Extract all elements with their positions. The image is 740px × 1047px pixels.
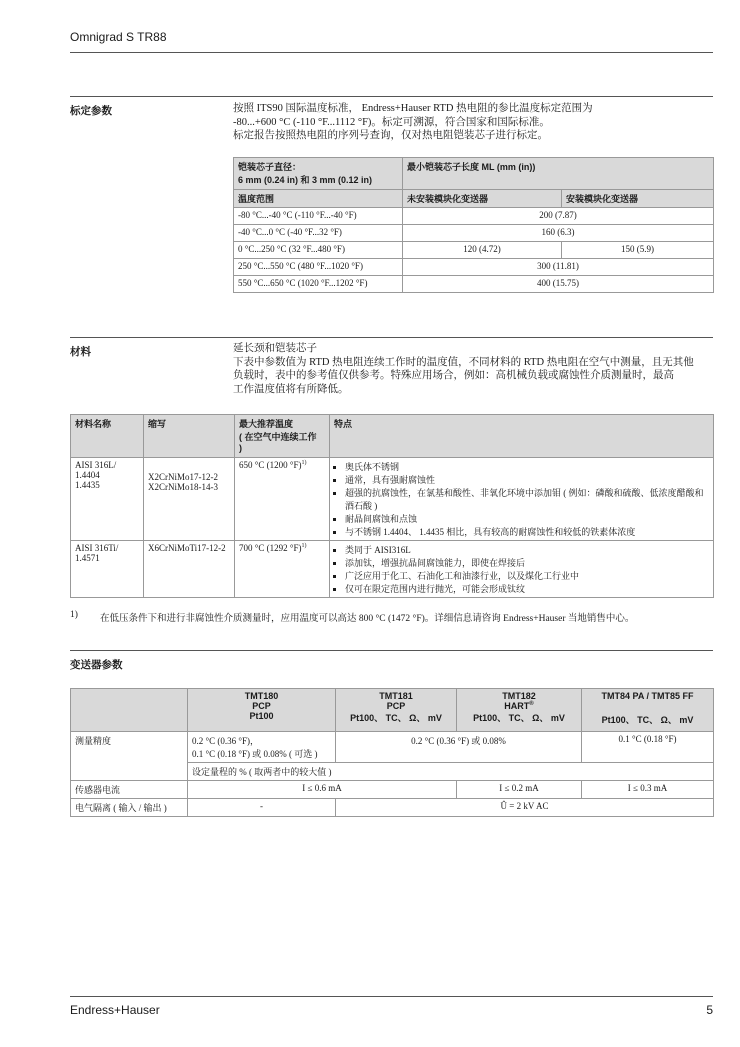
table-cell: -40 °C...0 °C (-40 °F...32 °F) [234,225,403,242]
table-cell: 160 (6.3) [403,225,714,242]
table-cell: - [188,799,336,817]
table-cell [188,732,336,763]
table-cell [330,541,714,598]
table-cell [235,541,330,598]
list-item: ▪ 类同于 AISI316L [345,543,709,556]
table-row [234,276,714,293]
text-line: 工作温度值将有所降低。 [233,383,349,395]
header-text: TMT180 [244,691,279,701]
table-header [71,689,188,732]
table-cell: 测量精度 [71,732,188,781]
table-header: 温度范围 [234,190,403,208]
table-cell [71,458,144,541]
table-header [582,689,714,732]
table-header: 材料名称 [71,415,144,458]
header-rule [70,52,713,53]
table-header [234,158,403,190]
text-line: 标定报告按照热电阻的序列号查询，仅对热电阻铠装芯子进行标定。 [233,130,548,141]
registered-mark: ® [529,701,534,707]
header-text: ) [239,443,242,453]
table-row [234,242,714,259]
footnote-number: 1) [70,610,78,620]
text-line: 负载时，表中的参考值仅供参考。特殊应用场合，例如：高机械负载或腐蚀性介质测量时，最高 [233,370,674,381]
table-cell: 150 (5.9) [562,242,714,259]
list-item: ▪ 超强的抗腐蚀性，在氯基和酸性、非氧化环境中添加钼 ( 例如：磷酸和硫酸、低浓度醋酸和酒石酸 ) [345,486,709,512]
section-title-calibration: 标定参数 [70,105,112,117]
table-cell: 120 (4.72) [403,242,562,259]
cell-line: 0.1 °C (0.18 °F) 或 0.08% ( 可选 ) [192,749,318,759]
header-text: Pt100、 TC、 Ω、 mV [601,715,694,725]
header-text: 6 mm (0.24 in) 和 3 mm (0.12 in) [238,175,373,185]
table-cell: 400 (15.75) [403,276,714,293]
transmitter-table [70,688,714,817]
cell-line: X2CrNiMo17-12-2 [148,472,218,482]
header-text: 最大推荐温度 [239,419,294,429]
page-number: 5 [706,1003,713,1017]
header-text [461,701,577,711]
table-cell: Û = 2 kV AC [336,799,714,817]
text-line: -80...+600 °C (-110 °F...1112 °F)。标定可溯源，符合国家和国际标准。 [233,116,550,128]
cell-line: 1.4404 [75,470,100,480]
table-cell: 550 °C...650 °C (1020 °F...1202 °F) [234,276,403,293]
table-cell [330,458,714,541]
table-cell [144,541,235,598]
list-item: ▪ 添加钛，增强抗晶间腐蚀能力，即使在焊接后 [345,556,709,569]
list-item: ▪ 与不锈钢 1.4404、 1.4435 相比，具有较高的耐腐蚀性和较低的铁素体浓度 [345,525,709,538]
table-row [71,458,714,541]
cell-line: 0.2 °C (0.36 °F)， [192,736,259,746]
table-cell: -80 °C...-40 °C (-110 °F...-40 °F) [234,208,403,225]
footnote-ref: 1) [301,460,307,466]
document-header: Omnigrad S TR88 [70,30,167,44]
footnote-ref: 1) [301,543,307,549]
table-cell: 0.2 °C (0.36 °F) 或 0.08% [336,732,582,763]
table-header: 特点 [330,415,714,458]
table-cell [71,541,144,598]
footnote-text: 在低压条件下和进行非腐蚀性介质测量时，应用温度可以高达 800 °C (1472 °F)。详细信息请咨询 Endress+Hauser 当地销售中心。 [100,614,635,624]
table-header [188,689,336,732]
table-cell: 传感器电流 [71,781,188,799]
text-line: 按照 ITS90 国际温度标准， Endress+Hauser RTD 热电阻的参比温度标定范围为 [233,103,593,114]
material-table [70,414,714,598]
header-text: PCP [252,701,271,711]
feature-list [334,460,709,538]
header-text: 铠装芯子直径： [238,162,302,172]
table-header: 最小铠装芯子长度 ML (mm (in)) [403,158,714,190]
cell-line: AISI 316L/ [75,460,117,470]
section-rule [70,337,713,338]
text-line: 下表中参数值为 RTD 热电阻连续工作时的温度值，不同材料的 RTD 热电阻在空气中测量，且无其他 [233,356,694,368]
cell-line: X2CrNiMo18-14-3 [148,482,218,492]
section-rule [70,650,713,651]
table-cell: I ≤ 0.6 mA [188,781,457,799]
table-cell: 0.1 °C (0.18 °F) [582,732,714,763]
table-row [234,225,714,242]
footer-rule [70,996,713,997]
footer-brand: Endress+Hauser [70,1003,160,1017]
section-rule [70,96,713,97]
header-text: Pt100、 TC、 Ω、 mV [473,713,565,723]
table-header [336,689,457,732]
table-cell: 电气隔离 ( 输入 / 输出 ) [71,799,188,817]
list-item: ▪ 仅可在限定范围内进行抛光，可能会形成钛纹 [345,582,709,595]
table-row [234,208,714,225]
table-row [71,781,714,799]
section-title-material: 材料 [70,346,91,358]
table-header: 安装模块化变送器 [562,190,714,208]
header-text: PCP [386,701,406,711]
list-item: ▪ 通常，具有强耐腐蚀性 [345,473,709,486]
table-cell: I ≤ 0.2 mA [457,781,582,799]
cell-line: 1.4435 [75,480,100,490]
table-cell [235,458,330,541]
cell-line: X6CrNiMoTi17-12-2 [148,543,226,553]
calibration-table [233,157,714,293]
list-item: ▪ 耐晶间腐蚀和点蚀 [345,512,709,525]
table-cell: 300 (11.81) [403,259,714,276]
header-text: TMT181 [379,691,413,701]
table-row [71,732,714,763]
header-text: ( 在空气中连续工作 [239,432,317,442]
list-item: ▪ 奥氏体不锈钢 [345,460,709,473]
cell-text: 650 °C (1200 °F) [239,460,302,470]
feature-list [334,543,709,595]
list-item: ▪ 广泛应用于化工、石油化工和油漆行业，以及煤化工行业中 [345,569,709,582]
table-cell [144,458,235,541]
header-text: TMT182 [502,691,536,701]
header-text: TMT84 PA / TMT85 FF [601,691,694,701]
table-header [235,415,330,458]
section-title-transmitter: 变送器参数 [70,659,123,671]
cell-text: 700 °C (1292 °F) [239,543,302,553]
header-text: Pt100、 TC、 Ω、 mV [350,713,442,723]
table-row [71,799,714,817]
table-cell: 250 °C...550 °C (480 °F...1020 °F) [234,259,403,276]
material-text [233,342,713,396]
header-text: HART [504,701,530,711]
table-row [234,259,714,276]
header-text: Pt100 [249,711,274,721]
table-cell: 200 (7.87) [403,208,714,225]
table-cell: 设定量程的 % ( 取两者中的较大值 ) [188,763,714,781]
table-cell: I ≤ 0.3 mA [582,781,714,799]
table-header: 未安装模块化变送器 [403,190,562,208]
cell-line: 1.4571 [75,553,100,563]
cell-line: AISI 316Ti/ [75,543,119,553]
table-header [457,689,582,732]
table-cell: 0 °C...250 °C (32 °F...480 °F) [234,242,403,259]
text-line: 延长颈和铠装芯子 [233,343,317,354]
table-header: 缩写 [144,415,235,458]
calibration-text [233,102,713,143]
table-row [71,541,714,598]
